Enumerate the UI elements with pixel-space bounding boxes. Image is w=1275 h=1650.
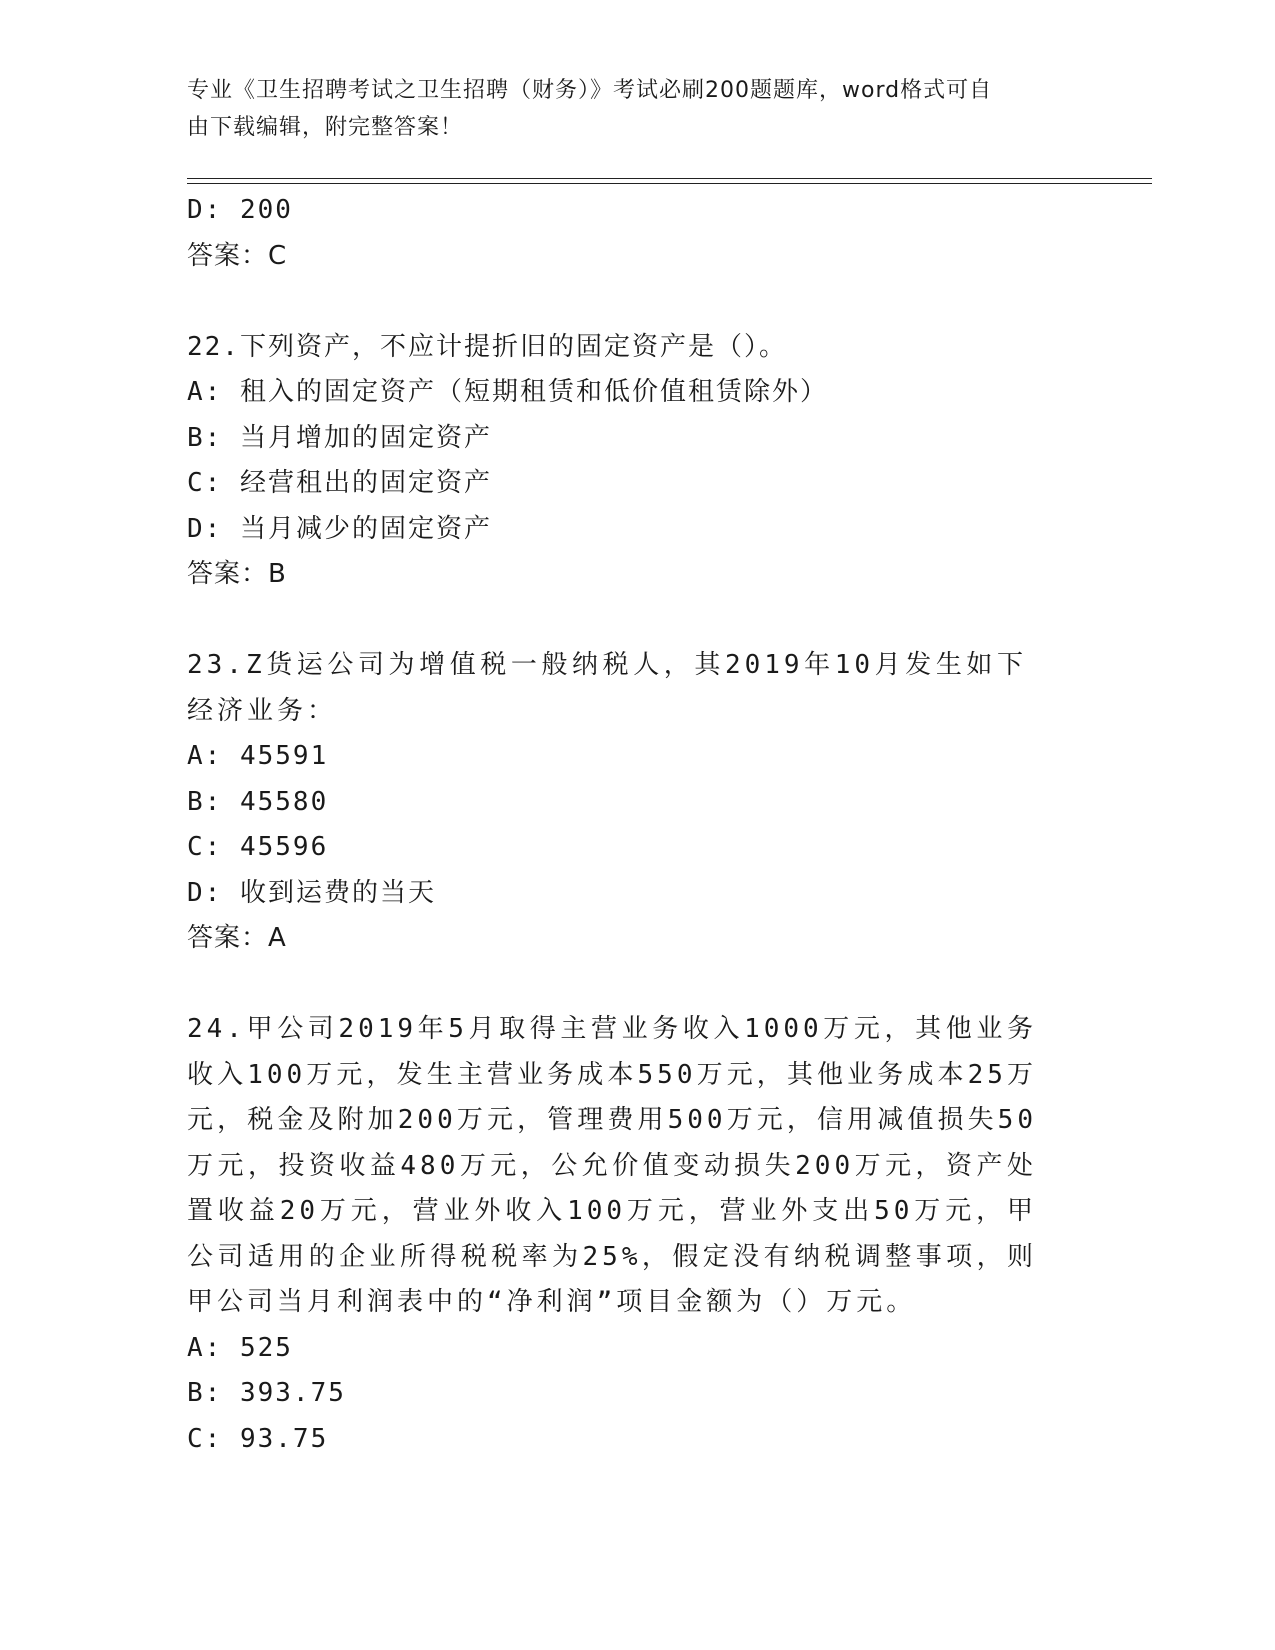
option-d: D: 收到运费的当天 [187, 877, 436, 908]
header-line-2: 由下载编辑，附完整答案！ [187, 115, 464, 140]
option-d: D: 200 [187, 195, 293, 225]
option-c: C: 45596 [187, 832, 329, 862]
option-b: B: 当月增加的固定资产 [187, 422, 492, 453]
header-divider-top [187, 178, 1152, 179]
question-block-22 [187, 325, 1077, 598]
question-list [187, 188, 1077, 1462]
question-stem: 23.Z货运公司为增值税一般纳税人，其2019年10月发生如下经济业务： [187, 650, 1027, 726]
answer-line: 答案：C [187, 240, 288, 271]
option-b: B: 393.75 [187, 1378, 346, 1408]
option-a: A: 租入的固定资产（短期租赁和低价值租赁除外） [187, 377, 828, 407]
answer-line: 答案：B [187, 559, 287, 589]
header-line-1: 专业《卫生招聘考试之卫生招聘（财务）》考试必刷200题题库，word格式可自 [187, 78, 993, 103]
spacer [187, 962, 1077, 1008]
question-block-21-tail [187, 188, 1077, 279]
option-a: A: 45591 [187, 741, 329, 771]
option-b: B: 45580 [187, 786, 329, 817]
question-block-24 [187, 1007, 1077, 1462]
option-c: C: 经营租出的固定资产 [187, 468, 492, 498]
question-stem: 24.甲公司2019年5月取得主营业务收入1000万元，其他业务收入100万元，发生主营业务成本550万元，其他业务成本25万元，税金及附加200万元，管理费用500万元，信用减值损失50万元，投资收益480万元，公允价值变动损失200万元，资产处置收益20万元，营业外收入100万元，营业外支出50万元，甲公司适用的企业所得税税率为25%，假定没有纳税调整事项，则甲公司当月利润表中的“净利润”项目金额为（）万元。 [187, 1014, 1037, 1317]
option-c: C: 93.75 [187, 1423, 329, 1454]
spacer [187, 279, 1077, 325]
question-block-23 [187, 643, 1077, 962]
option-a: A: 525 [187, 1332, 293, 1363]
answer-line: 答案：A [187, 923, 287, 953]
question-stem: 22.下列资产，不应计提折旧的固定资产是（）。 [187, 331, 787, 362]
header-divider-bottom [187, 183, 1152, 184]
document-header [187, 72, 1067, 146]
option-d: D: 当月减少的固定资产 [187, 513, 492, 544]
spacer [187, 598, 1077, 644]
